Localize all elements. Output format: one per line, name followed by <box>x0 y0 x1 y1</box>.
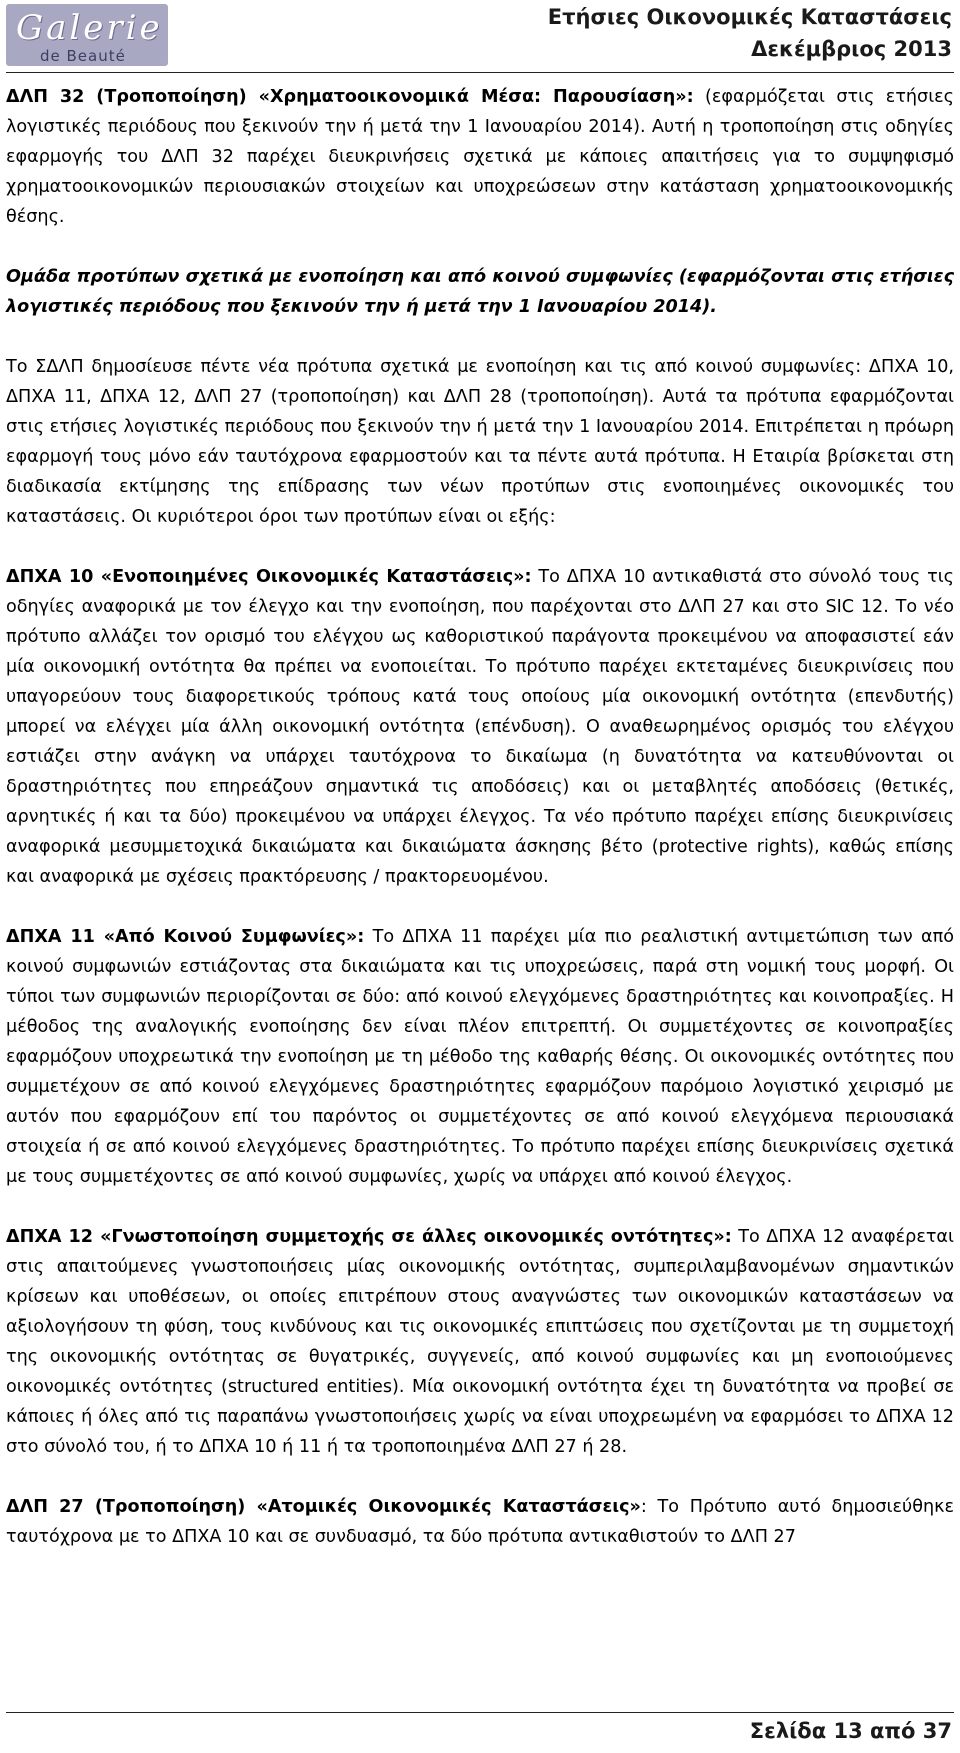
paragraph-text: Το ΔΠΧΑ 12 αναφέρεται στις απαιτούμενες γνωστοποιήσεις μίας οικονομικής οντότητας, συμπεριλαμβανομένων σημαντικών κρίσεων και υποθέσεων, οι οποίες επιτρέπουν στους αναγνώστες των οικονομικών καταστάσεων να αξιολογήσουν τη φύση, τους κινδύνους και τις οικονομικές επιπτώσεις που σχετίζονται με τη συμμετοχή της οικονομικής οντότητας σε θυγατρικές, συγγενείς, από κοινού συμφωνίες και μη ενοποιούμενες οικονομικές οντότητες (structured entities). Μία οικονομική οντότητα έχει τη δυνατότητα να προβεί σε κάποιες ή όλες από τις παραπάνω γνωστοποιήσεις χωρίς να είναι υποχρεωμένη να εφαρμόσει το ΔΠΧΑ 12 στο σύνολό του, ή το ΔΠΧΑ 10 ή 11 ή τα τροποποιημένα ΔΛΠ 27 ή 28. <box>6 1227 954 1457</box>
document-title: Ετήσιες Οικονομικές Καταστάσεις <box>547 5 952 29</box>
paragraph-ifrs12 <box>6 1222 954 1462</box>
paragraph-ifrs10 <box>6 562 954 892</box>
logo-word: Galerie <box>16 8 163 48</box>
paragraph-ias27 <box>6 1492 954 1552</box>
footer-divider <box>6 1712 954 1713</box>
paragraph-title: ΔΛΠ 32 (Τροποποίηση) «Χρηματοοικονομικά Μέσα: Παρουσίαση»: <box>6 87 694 107</box>
paragraph-intro: Το ΣΔΛΠ δημοσίευσε πέντε νέα πρότυπα σχετικά με ενοποίηση και τις από κοινού συμφωνίες: ΔΠΧΑ 10, ΔΠΧΑ 11, ΔΠΧΑ 12, ΔΛΠ 27 (τροποποίηση) και ΔΛΠ 28 (τροποποίηση). Αυτά τα πρότυπα εφαρμόζονται στις ετήσιες λογιστικές περιόδους που ξεκινούν την ή μετά την 1 Ιανουαρίου 2014. Επιτρέπεται η πρόωρη εφαρμογή τους μόνο εάν ταυτόχρονα εφαρμοστούν και τα πέντε αυτά πρότυπα. Η Εταιρία βρίσκεται στη διαδικασία εκτίμησης της επίδρασης των νέων προτύπων στις ενοποιημένες οικονομικές του καταστάσεις. Οι κυριότεροι όροι των προτύπων είναι οι εξής: <box>6 357 954 527</box>
paragraph-title: ΔΠΧΑ 12 «Γνωστοποίηση συμμετοχής σε άλλες οικονομικές οντότητες»: <box>6 1227 732 1247</box>
paragraph-ifrs11 <box>6 922 954 1192</box>
header-divider <box>6 72 954 73</box>
logo-subtitle: de Beauté <box>40 47 126 65</box>
paragraph-text: (εφαρμόζεται στις ετήσιες λογιστικές περιόδους που ξεκινούν την ή μετά την 1 Ιανουαρίου 2014). Αυτή η τροποποίηση στις οδηγίες εφαρμογής του ΔΛΠ 32 παρέχει διευκρινήσεις σχετικά με κάποιες απαιτήσεις για το συμψηφισμό χρηματοοικονομικών περιουσιακών στοιχείων και υποχρεώσεων στην κατάσταση χρηματοοικονομικής θέσης. <box>6 87 955 227</box>
paragraph-title: ΔΠΧΑ 10 «Ενοποιημένες Οικονομικές Καταστάσεις»: <box>6 567 532 587</box>
paragraph-text: Το ΔΠΧΑ 10 αντικαθιστά στο σύνολό τους τις οδηγίες αναφορικά με τον έλεγχο και την ενοποίηση, που παρέχονται στο ΔΛΠ 27 και στο SIC 12. Το νέο πρότυπο αλλάζει τον ορισμό του ελέγχου ως καθοριστικού παράγοντα προκειμένου να αποφασιστεί εάν μία οικονομική οντότητα θα πρέπει να ενοποιείται. Το πρότυπο παρέχει εκτεταμένες διευκρινίσεις που υπαγορεύουν τους διαφορετικούς τρόπους κατά τους οποίους μία οικονομική οντότητα (επενδυτής) μπορεί να ελέγχει μία άλλη οικονομική οντότητα (επένδυση). Ο αναθεωρημένος ορισμός του ελέγχου εστιάζει στην ανάγκη να υπάρχει ταυτόχρονα το δικαίωμα (η δυνατότητα να κατευθύνονται οι δραστηριότητες που επηρεάζουν σημαντικά τις αποδόσεις) και οι μεταβλητές αποδόσεις (θετικές, αρνητικές ή και τα δύο) προκειμένου να υπάρχει έλεγχος. Τα νέο πρότυπο παρέχει επίσης διευκρινίσεις αναφορικά μεσυμμετοχικά δικαιώματα και δικαιώματα άσκησης βέτο (protective rights), καθώς επίσης και αναφορικά με σχέσεις πρακτόρευσης / πρακτορευομένου. <box>6 567 954 887</box>
section-heading: Ομάδα προτύπων σχετικά με ενοποίηση και από κοινού συμφωνίες (εφαρμόζονται στις ετήσιες λογιστικές περιόδους που ξεκινούν την ή μετά την 1 Ιανουαρίου 2014). <box>6 267 954 317</box>
paragraph-text: Το ΔΠΧΑ 11 παρέχει μία πιο ρεαλιστική αντιμετώπιση των από κοινού συμφωνιών εστιάζοντας στα δικαιώματα και τις υποχρεώσεις, παρά στη νομική τους μορφή. Οι τύποι των συμφωνιών περιορίζονται σε δύο: από κοινού ελεγχόμενες δραστηριότητες και κοινοπραξίες. Η μέθοδος της αναλογικής ενοποίησης δεν είναι πλέον επιτρεπτή. Οι συμμετέχοντες σε κοινοπραξίες εφαρμόζουν υποχρεωτικά την ενοποίηση με τη μέθοδο της καθαρής θέσης. Οι οικονομικές οντότητες που συμμετέχουν σε από κοινού ελεγχόμενες δραστηριότητες εφαρμόζουν παρόμοιο λογιστικό χειρισμό με αυτόν που εφαρμόζουν επί του παρόντος οι συμμετέχοντες σε από κοινού ελεγχόμενα περιουσιακά στοιχεία ή σε από κοινού ελεγχόμενες δραστηριότητες. Το πρότυπο παρέχει επίσης διευκρινίσεις σχετικά με τους συμμετέχοντες σε από κοινού συμφωνίες, χωρίς να υπάρχει από κοινού έλεγχος. <box>6 927 954 1187</box>
company-logo <box>6 4 168 66</box>
paragraph-title: ΔΛΠ 27 (Τροποποίηση) «Ατομικές Οικονομικές Καταστάσεις» <box>6 1497 641 1517</box>
page-header <box>0 0 960 76</box>
paragraph-ias32 <box>6 82 954 232</box>
paragraph-title: ΔΠΧΑ 11 «Από Κοινού Συμφωνίες»: <box>6 927 365 947</box>
document-body <box>6 82 954 1552</box>
page-number: Σελίδα 13 από 37 <box>749 1719 952 1743</box>
paragraph-text: : Το Πρότυπο αυτό δημοσιεύθηκε ταυτόχρονα με το ΔΠΧΑ 10 και σε συνδυασμό, τα δύο πρότυπα αντικαθιστούν το ΔΛΠ 27 <box>6 1497 954 1547</box>
document-date: Δεκέμβριος 2013 <box>751 37 952 61</box>
